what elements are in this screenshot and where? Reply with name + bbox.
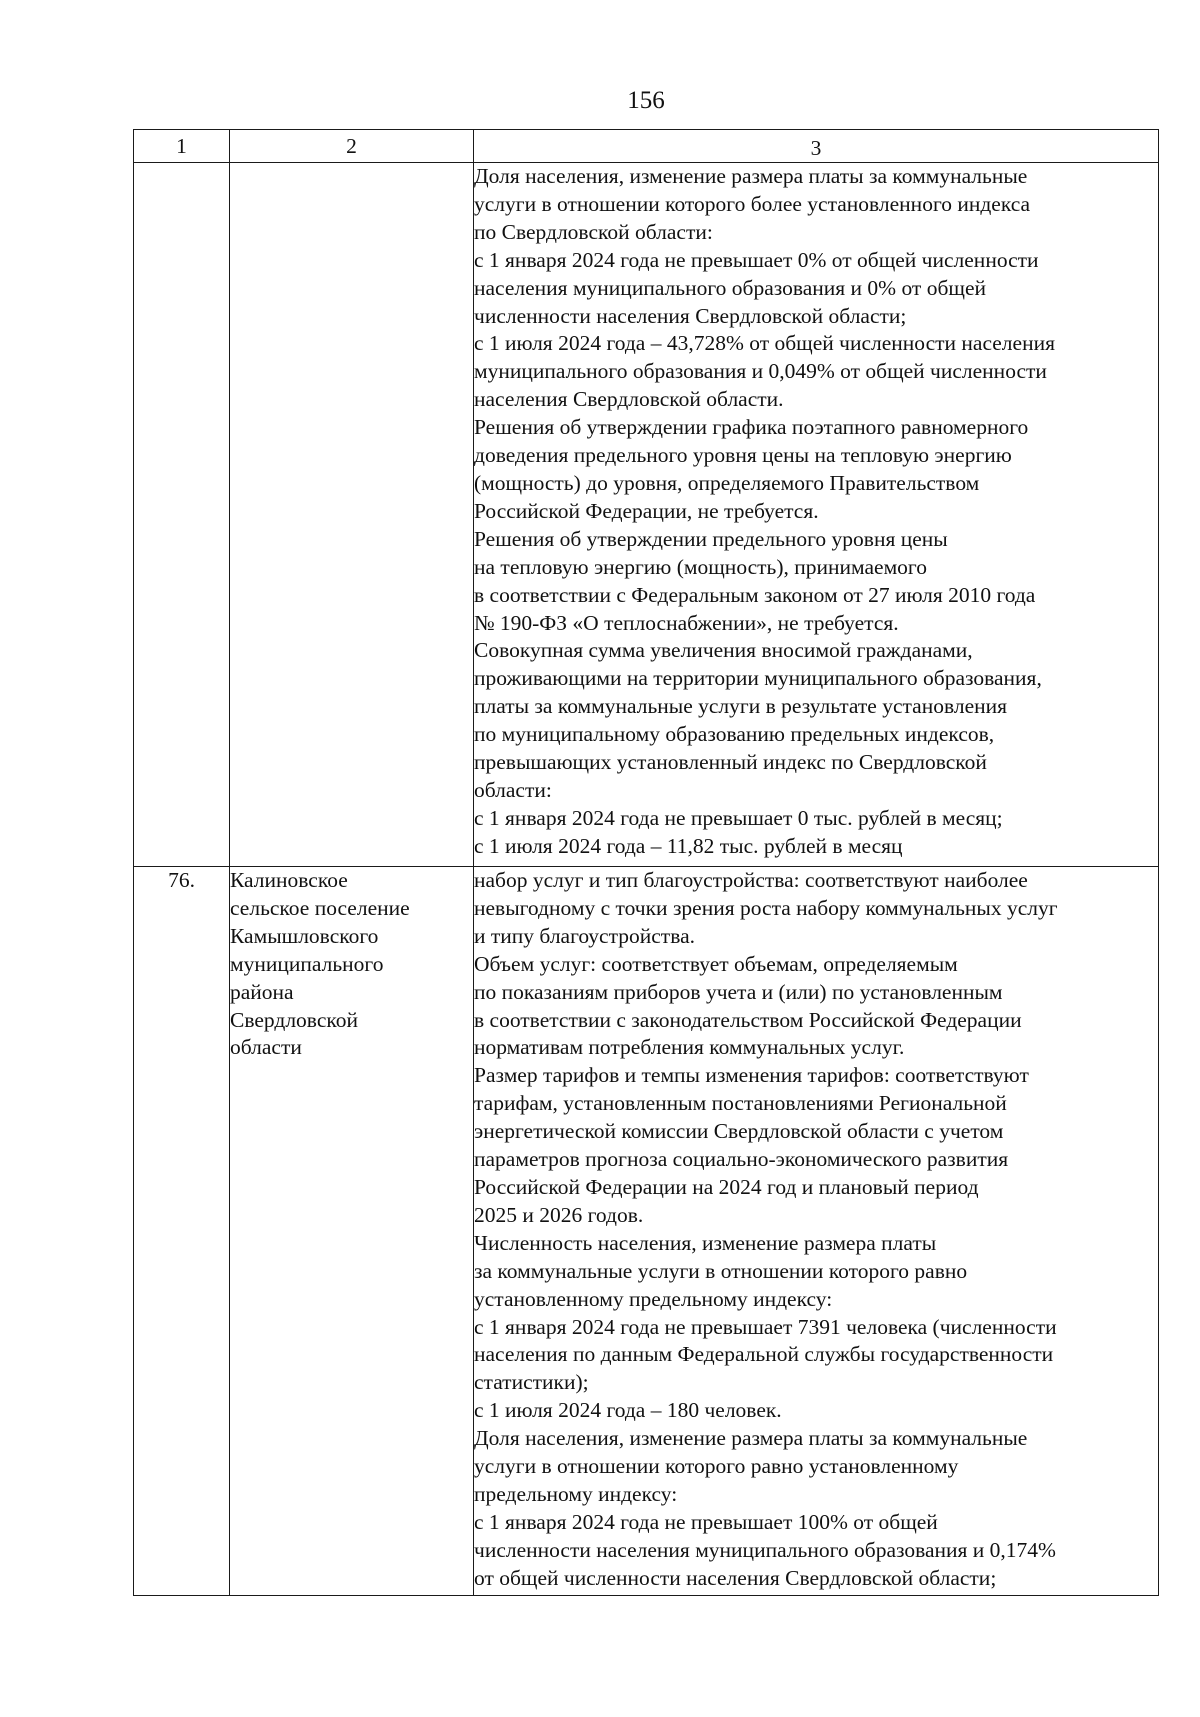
content-line: с 1 января 2024 года не превышает 100% от общей — [474, 1509, 938, 1534]
content-line: с 1 июля 2024 года – 180 человек. — [474, 1398, 782, 1423]
municipality-name — [230, 867, 474, 1596]
table-row — [134, 867, 1159, 1596]
content-line: 2025 и 2026 годов. — [474, 1202, 644, 1227]
content-line: услуги в отношении которого равно установленному — [474, 1454, 959, 1479]
content-line: от общей численности населения Свердловской области; — [474, 1565, 997, 1590]
content-line: статистики); — [474, 1370, 589, 1395]
content-line: по показаниям приборов учета и (или) по установленным — [474, 979, 1003, 1004]
content-line: Объем услуг: соответствует объемам, определяемым — [474, 951, 958, 976]
name-line: Калиновское — [230, 868, 348, 892]
content-line: платы за коммунальные услуги в результате установления — [474, 694, 1008, 719]
content-line: с 1 января 2024 года не превышает 0 тыс. рублей в месяц; — [474, 805, 1003, 830]
content-line: невыгодному с точки зрения роста набору коммунальных услуг — [474, 895, 1058, 920]
name-line: района — [230, 979, 294, 1004]
content-line: Доля населения, изменение размера платы за коммунальные — [474, 164, 1028, 188]
row-content — [474, 163, 1159, 867]
content-line: населения Свердловской области. — [474, 387, 784, 412]
content-line: тарифам, установленным постановлениями Региональной — [474, 1091, 1007, 1116]
content-line: с 1 июля 2024 года – 43,728% от общей численности населения — [474, 331, 1055, 356]
table-header-row — [134, 130, 1159, 163]
name-line: муниципального — [230, 951, 384, 976]
row-content — [474, 867, 1159, 1596]
content-line: доведения предельного уровня цены на тепловую энергию — [474, 443, 1012, 468]
content-line: Российской Федерации, не требуется. — [474, 498, 819, 523]
row-number: 76. — [134, 867, 230, 1596]
name-line: области — [230, 1035, 302, 1060]
content-line: с 1 июля 2024 года – 11,82 тыс. рублей в месяц — [474, 833, 903, 858]
content-line: области: — [474, 777, 552, 802]
content-line: по муниципальному образованию предельных индексов, — [474, 722, 995, 747]
content-line: (мощность) до уровня, определяемого Правительством — [474, 470, 980, 495]
content-line: и типу благоустройства. — [474, 923, 695, 948]
content-line: населения муниципального образования и 0% от общей — [474, 275, 986, 300]
content-line: на тепловую энергию (мощность), принимаемого — [474, 554, 927, 579]
header-col-2: 2 — [230, 130, 474, 163]
content-line: предельному индексу: — [474, 1481, 678, 1506]
row-number — [134, 163, 230, 867]
content-line: Решения об утверждении графика поэтапного равномерного — [474, 415, 1029, 440]
municipality-name — [230, 163, 474, 867]
content-line: с 1 января 2024 года не превышает 7391 человека (численности — [474, 1314, 1057, 1339]
header-col-1: 1 — [134, 130, 230, 163]
content-line: Численность населения, изменение размера платы — [474, 1230, 937, 1255]
content-line: энергетической комиссии Свердловской области с учетом — [474, 1119, 1004, 1144]
content-line: в соответствии с законодательством Российской Федерации — [474, 1007, 1022, 1032]
content-line: численности населения Свердловской области; — [474, 303, 907, 328]
content-line: нормативам потребления коммунальных услуг. — [474, 1035, 905, 1060]
content-line: численности населения муниципального образования и 0,174% — [474, 1537, 1056, 1562]
content-line: за коммунальные услуги в отношении которого равно — [474, 1258, 968, 1283]
content-line: Размер тарифов и темпы изменения тарифов: соответствуют — [474, 1063, 1029, 1088]
content-line: параметров прогноза социально-экономического развития — [474, 1147, 1009, 1172]
name-line: Камышловского — [230, 923, 379, 948]
header-col-3: 3 — [474, 130, 1159, 163]
content-line: населения по данным Федеральной службы государственности — [474, 1342, 1054, 1367]
tariff-table — [133, 129, 1159, 1596]
content-line: набор услуг и тип благоустройства: соответствуют наиболее — [474, 868, 1028, 892]
name-line: сельское поселение — [230, 895, 410, 920]
page-number: 156 — [627, 87, 665, 114]
content-line: превышающих установленный индекс по Свердловской — [474, 750, 987, 775]
content-line: проживающими на территории муниципального образования, — [474, 666, 1042, 691]
name-line: Свердловской — [230, 1007, 358, 1032]
content-line: услуги в отношении которого более установленного индекса — [474, 191, 1031, 216]
content-line: с 1 января 2024 года не превышает 0% от общей численности — [474, 247, 1039, 272]
content-line: Российской Федерации на 2024 год и плановый период — [474, 1174, 979, 1199]
content-line: муниципального образования и 0,049% от общей численности — [474, 359, 1047, 384]
table-row — [134, 163, 1159, 867]
content-line: № 190-ФЗ «О теплоснабжении», не требуется. — [474, 610, 899, 635]
content-line: Доля населения, изменение размера платы за коммунальные — [474, 1426, 1028, 1451]
content-line: установленному предельному индексу: — [474, 1286, 833, 1311]
content-line: по Свердловской области: — [474, 219, 713, 244]
content-line: Решения об утверждении предельного уровня цены — [474, 526, 948, 551]
content-line: Совокупная сумма увеличения вносимой гражданами, — [474, 638, 973, 663]
content-line: в соответствии с Федеральным законом от 27 июля 2010 года — [474, 582, 1036, 607]
